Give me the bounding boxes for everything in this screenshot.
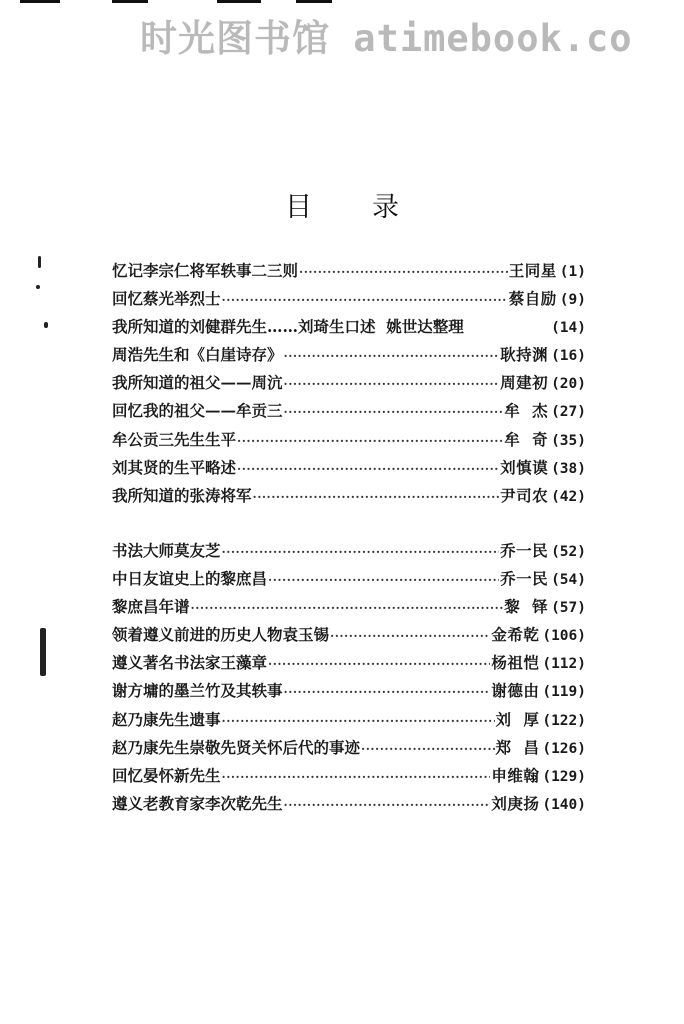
entry-author: 郑 昌: [495, 737, 540, 757]
toc-entry: [112, 371, 586, 399]
dot-leader: [222, 770, 491, 784]
entry-page: (122): [542, 712, 586, 729]
entry-title: 领着遵义前进的历史人物袁玉锡: [112, 625, 330, 645]
toc-entry: [112, 567, 586, 595]
toc-entry: [112, 792, 586, 820]
entry-author: 刘慎谟: [500, 457, 549, 477]
scan-speck: [44, 322, 48, 328]
toc-entry: [112, 764, 586, 792]
entry-title: 回忆我的祖父——牟贡三: [112, 401, 283, 421]
entry-page: (1): [559, 264, 586, 280]
entry-author: 黎 铎: [504, 597, 549, 617]
entry-page: (126): [542, 740, 586, 757]
toc-entry: [112, 595, 586, 623]
toc-entry: [112, 736, 586, 764]
entry-page: (129): [542, 768, 586, 785]
dot-leader: [284, 798, 491, 812]
dot-leader: [222, 545, 500, 559]
entry-author: 谢德由: [491, 681, 540, 701]
entry-title: 谢方墉的墨兰竹及其轶事: [112, 681, 283, 701]
entry-page: (52): [551, 544, 586, 560]
top-rule: [112, 0, 148, 3]
entry-page: (119): [542, 684, 586, 701]
toc-entry: [112, 428, 586, 456]
entry-page: (106): [542, 628, 586, 645]
dot-leader: [284, 685, 491, 699]
toc-entry: [112, 484, 586, 512]
toc-entry: [112, 456, 586, 484]
entry-author: 刘庚扬: [491, 793, 540, 813]
top-rule: [20, 0, 60, 3]
entry-author: 杨祖恺: [491, 653, 540, 673]
top-rule: [217, 0, 261, 3]
top-rule: [296, 0, 332, 3]
toc-entry: [112, 708, 586, 736]
toc-entry: [112, 315, 586, 343]
dot-leader: [191, 601, 504, 615]
entry-title: 遵义老教育家李次乾先生: [112, 793, 283, 813]
toc-entry: [112, 399, 586, 427]
entry-page: (112): [542, 656, 586, 673]
entry-author: 牟 奇: [504, 429, 549, 449]
toc-section: [112, 259, 586, 512]
entry-author: 刘 厚: [495, 709, 540, 729]
entry-page: (20): [551, 376, 586, 393]
entry-page: (57): [551, 600, 586, 617]
dot-leader: [268, 657, 490, 671]
entry-page: (14): [551, 320, 586, 337]
entry-title: 忆记李宗仁将军轶事二三则: [112, 261, 299, 280]
dot-leader: [361, 742, 495, 756]
entry-page: (16): [551, 348, 586, 365]
toc-entry: [112, 679, 586, 707]
dot-leader: [284, 405, 504, 419]
entry-title: 书法大师莫友芝: [112, 541, 221, 560]
entry-title: 回忆晏怀新先生: [112, 765, 221, 785]
dot-leader: [237, 462, 499, 476]
watermark: 时光图书馆 atimebook.co: [140, 17, 633, 60]
binding-mark: [40, 628, 46, 676]
toc-entry: [112, 287, 586, 315]
dot-leader: [253, 490, 500, 504]
dot-leader: [237, 434, 503, 448]
entry-author: 王同星: [508, 261, 557, 280]
entry-page: (42): [551, 488, 586, 505]
entry-title: 回忆蔡光举烈士: [112, 289, 221, 309]
toc-entry: [112, 623, 586, 651]
toc-entry: [112, 651, 586, 679]
entry-author: 金希乾: [491, 625, 540, 645]
entry-title: 我所知道的刘健群先生……刘琦生口述 姚世达整理: [112, 317, 464, 337]
entry-title: 我所知道的祖父——周沆: [112, 373, 283, 393]
scan-speck: [36, 285, 40, 289]
dot-leader: [284, 377, 500, 391]
entry-title: 我所知道的张涛将军: [112, 485, 252, 505]
entry-page: (35): [551, 432, 586, 449]
entry-author: 牟 杰: [504, 401, 549, 421]
entry-title: 牟公贡三先生生平: [112, 429, 237, 449]
entry-title: 赵乃康先生遗事: [112, 709, 221, 729]
dot-leader: [299, 265, 508, 279]
entry-title: 赵乃康先生崇敬先贤关怀后代的事迹: [112, 737, 361, 757]
entry-author: 乔一民: [500, 541, 549, 560]
entry-page: (38): [551, 460, 586, 477]
entry-author: 尹司农: [500, 485, 549, 505]
entry-author: 蔡自励: [508, 289, 557, 309]
entry-page: (9): [559, 292, 586, 309]
entry-page: (140): [542, 796, 586, 813]
entry-title: 遵义著名书法家王藻章: [112, 653, 268, 673]
toc-entry: [112, 259, 586, 287]
dot-leader: [284, 349, 500, 363]
entry-title: 周浩先生和《白崖诗存》: [112, 345, 283, 365]
entry-title: 中日友谊史上的黎庶昌: [112, 569, 268, 589]
toc-section: [112, 539, 586, 820]
dot-leader: [222, 714, 495, 728]
entry-title: 黎庶昌年谱: [112, 597, 190, 617]
dot-leader: [268, 573, 499, 587]
dot-leader: [330, 629, 490, 643]
toc-entry: [112, 539, 586, 567]
entry-author: 乔一民: [500, 569, 549, 589]
entry-author: 周建初: [500, 373, 549, 393]
entry-author: 申维翰: [491, 765, 540, 785]
entry-author: 耿持渊: [500, 345, 549, 365]
entry-title: 刘其贤的生平略述: [112, 457, 237, 477]
entry-page: (54): [551, 572, 586, 589]
dot-leader: [222, 293, 508, 307]
entry-page: (27): [551, 404, 586, 421]
toc-entry: [112, 343, 586, 371]
page-title: 目录: [285, 192, 459, 223]
scan-speck: [38, 256, 41, 268]
